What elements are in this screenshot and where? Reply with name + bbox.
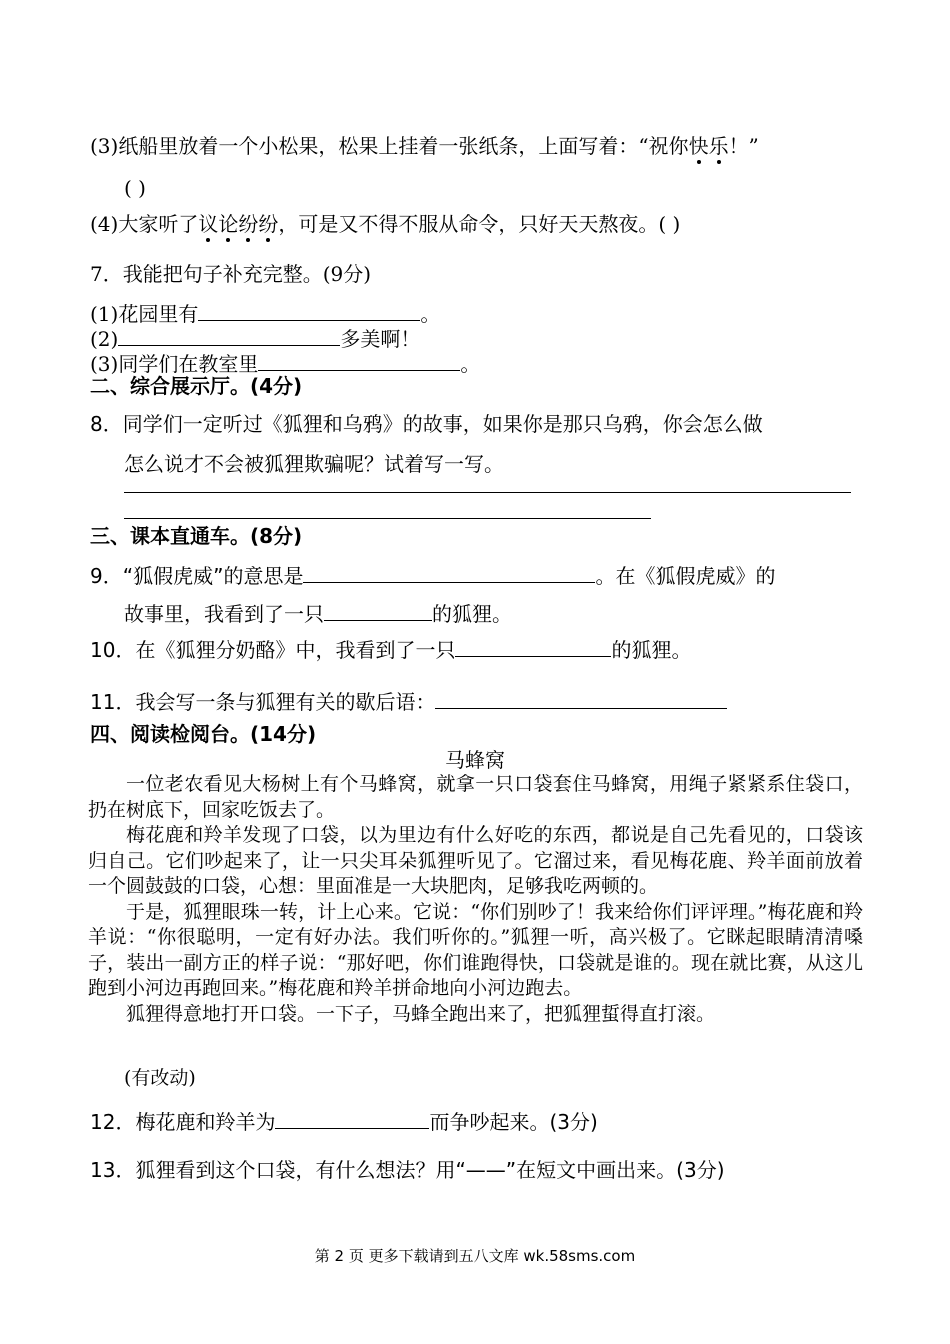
answer-blank[interactable] bbox=[435, 686, 727, 709]
q6-item3: (3)纸船里放着一个小松果，松果上挂着一张纸条，上面写着：“祝你快乐！” bbox=[90, 134, 759, 158]
dotted-char: 快 bbox=[688, 134, 709, 158]
dotted-char: 纷 bbox=[238, 212, 259, 236]
passage-paragraph: 于是，狐狸眼珠一转，计上心来。它说：“你们别吵了！我来给你们评评理。”梅花鹿和羚羊说：“你很聪明，一定有好办法。我们听你的。”狐狸一听，高兴极了。它眯起眼睛清清嗓子，装出一副方正的样子说：“那好吧，你们谁跑得快，口袋就是谁的。现在就比赛，从这儿跑到小河边再跑回来。”梅花鹿和羚羊拼命地向小河边跑去。 bbox=[88, 900, 863, 999]
page-footer: 第 2 页 更多下载请到五八文库 wk.58sms.com bbox=[314, 1247, 636, 1265]
dotted-char: 论 bbox=[218, 212, 239, 236]
q9-line2: 故事里，我看到了一只 的狐狸。 bbox=[124, 598, 512, 628]
q6-item4: (4)大家听了议论纷纷，可是又不得不服从命令，只好天天熬夜。( ) bbox=[90, 212, 681, 236]
passage-paragraph: 梅花鹿和羚羊发现了口袋，以为里边有什么好吃的东西，都说是自己先看见的，口袋该归自己。它们吵起来了，让一只尖耳朵狐狸听见了。它溜过来，看见梅花鹿、羚羊面前放着一个圆鼓鼓的口袋，心想：里面准是一大块肥肉，足够我吃两顿的。 bbox=[88, 824, 863, 897]
q6-item3-answer-paren: ( ) bbox=[124, 176, 146, 200]
answer-blank[interactable] bbox=[303, 560, 595, 583]
q7-item3: (3)同学们在教室里 。 bbox=[90, 348, 480, 378]
passage-paragraph: 一位老农看见大杨树上有个马蜂窝，就拿一只口袋套住马蜂窝，用绳子紧紧系住袋口，扔在树底下，回家吃饭去了。 bbox=[88, 773, 863, 821]
dotted-char: 乐 bbox=[708, 134, 729, 158]
q12: 12．梅花鹿和羚羊为 而争吵起来。(3分) bbox=[90, 1106, 598, 1136]
answer-blank[interactable] bbox=[275, 1106, 429, 1129]
q8-answer-line[interactable] bbox=[124, 492, 851, 493]
q7-item2: (2) 多美啊！ bbox=[90, 323, 420, 353]
section-2-heading: 二、综合展示厅。(4分) bbox=[90, 374, 303, 398]
dotted-char: 议 bbox=[198, 212, 219, 236]
q13: 13．狐狸看到这个口袋，有什么想法？用“——”在短文中画出来。(3分) bbox=[90, 1158, 725, 1182]
source-note: (有改动) bbox=[124, 1067, 196, 1089]
section-4-heading: 四、阅读检阅台。(14分) bbox=[90, 722, 317, 746]
dotted-char: 纷 bbox=[258, 212, 279, 236]
section-3-heading: 三、课本直通车。(8分) bbox=[90, 524, 303, 548]
q8-line1: 8．同学们一定听过《狐狸和乌鸦》的故事，如果你是那只乌鸦，你会怎么做 bbox=[90, 412, 763, 436]
reading-passage bbox=[88, 772, 863, 1027]
answer-blank[interactable] bbox=[118, 323, 340, 346]
q7-title: 7．我能把句子补充完整。(9分) bbox=[90, 262, 372, 286]
q7-item1: (1)花园里有 。 bbox=[90, 298, 440, 328]
answer-blank[interactable] bbox=[198, 298, 420, 321]
q11: 11．我会写一条与狐狸有关的歇后语： bbox=[90, 686, 727, 716]
q8-answer-line[interactable] bbox=[124, 518, 651, 519]
answer-blank[interactable] bbox=[324, 598, 432, 621]
answer-blank[interactable] bbox=[258, 348, 460, 371]
q9-line1: 9．“狐假虎威”的意思是 。在《狐假虎威》的 bbox=[90, 560, 775, 590]
passage-title: 马蜂窝 bbox=[445, 748, 505, 772]
passage-paragraph: 狐狸得意地打开口袋。一下子，马蜂全跑出来了，把狐狸蜇得直打滚。 bbox=[126, 1002, 716, 1025]
answer-blank[interactable] bbox=[455, 634, 611, 657]
q8-line2: 怎么说才不会被狐狸欺骗呢？试着写一写。 bbox=[124, 452, 504, 476]
q10: 10．在《狐狸分奶酪》中，我看到了一只 的狐狸。 bbox=[90, 634, 691, 664]
